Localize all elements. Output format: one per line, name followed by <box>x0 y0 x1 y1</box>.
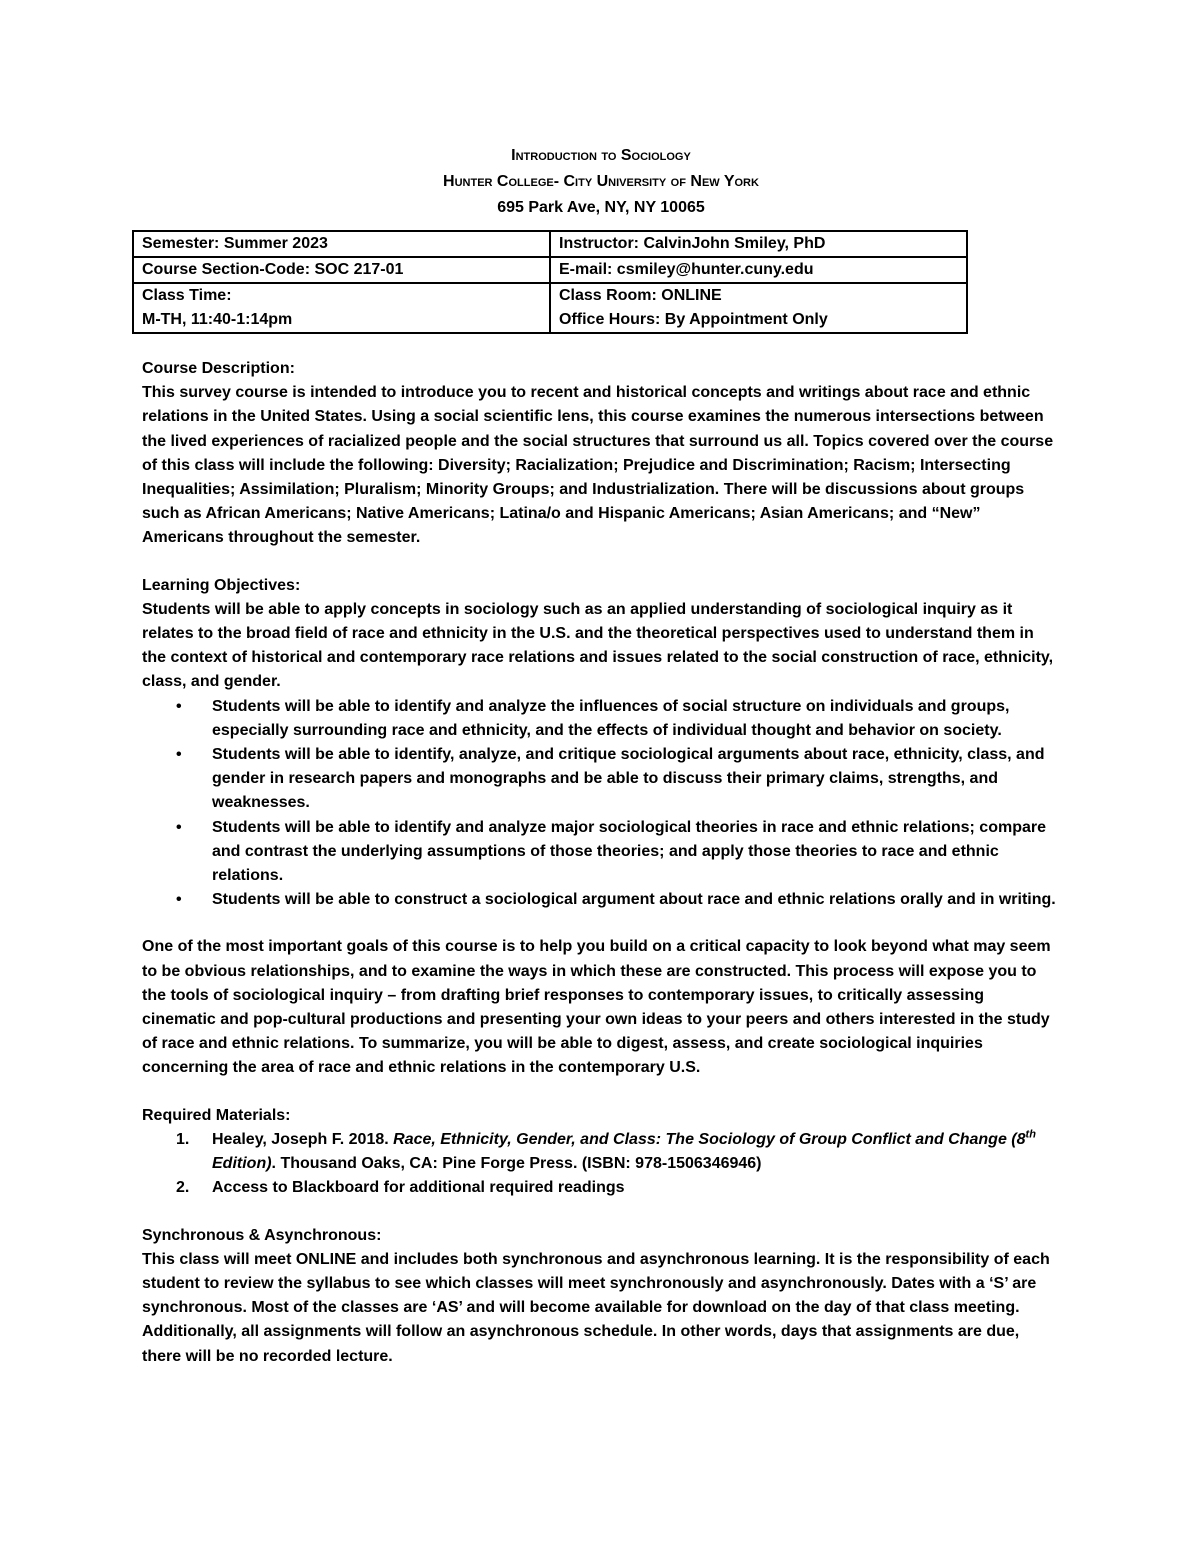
textbook-author: Healey, Joseph F. 2018. <box>212 1130 394 1148</box>
textbook-title: Race, Ethnicity, Gender, and Class: The Sociology of Group Conflict and Change (8 <box>393 1130 1026 1148</box>
table-row <box>133 257 967 283</box>
office-hours: Office Hours: By Appointment Only <box>559 311 828 328</box>
institution-name: Hunter College- City University of New York <box>443 173 759 190</box>
sync-async-body: This class will meet ONLINE and includes both synchronous and asynchronous learning. It is the responsibility of each student to review the syllabus to see which classes will meet synchronously and asynchronously. Dates with a ‘S’ are synchronous. Most of the classes are ‘AS’ and will become available for download on the day of that class meeting. Additionally, all assignments will follow an asynchronous schedule. In other words, days that assignments are due, there will be no recorded lecture. <box>142 1250 1050 1365</box>
class-room: Class Room: ONLINE <box>559 287 722 304</box>
course-description-section <box>142 357 1060 551</box>
required-materials-title: Required Materials: <box>142 1106 291 1124</box>
email-cell: E-mail: csmiley@hunter.cuny.edu <box>550 257 967 283</box>
list-item: • Students will be able to construct a sociological argument about race and ethnic relations orally and in writing. <box>142 888 1060 912</box>
bullet-icon: • <box>176 818 182 836</box>
textbook-title-end: Edition) <box>212 1155 272 1173</box>
list-item: • Students will be able to identify and analyze the influences of social structure on individuals and groups, especially surrounding race and ethnicity, and the effects of individual thought and behavior on society. <box>142 695 1060 743</box>
list-number: 2. <box>176 1179 190 1197</box>
classroom-cell <box>550 283 967 333</box>
instructor-cell: Instructor: CalvinJohn Smiley, PhD <box>550 231 967 257</box>
textbook-publisher: . Thousand Oaks, CA: Pine Forge Press. (ISBN: 978-1506346946) <box>271 1155 762 1173</box>
objectives-list <box>142 695 1060 913</box>
class-time-label: Class Time: <box>142 287 232 304</box>
edition-superscript: th <box>1025 1128 1036 1141</box>
class-time-value: M-TH, 11:40-1:14pm <box>142 311 293 328</box>
course-description-body: This survey course is intended to introduce you to recent and historical concepts and writings about race and ethnic relations in the United States. Using a social scientific lens, this course examines the numerous intersections between the lived experiences of racialized people and the social structures that surround us all. Topics covered over the course of this class will include the following: Diversity; Racialization; Prejudice and Discrimination; Racism; Intersecting Inequalities; Assimilation; Pluralism; Minority Groups; and Industrialization. There will be discussions about groups such as African Americans; Native Americans; Latina/o and Hispanic Americans; Asian Americans; and “New” Americans throughout the semester. <box>142 384 1054 547</box>
bullet-icon: • <box>176 697 182 715</box>
syllabus-page <box>142 143 1060 1369</box>
learning-objectives-title: Learning Objectives: <box>142 576 301 594</box>
materials-list <box>142 1128 1060 1201</box>
bullet-icon: • <box>176 891 182 909</box>
class-time-cell <box>133 283 550 333</box>
institution-address: 695 Park Ave, NY, NY 10065 <box>497 199 705 216</box>
course-description-title: Course Description: <box>142 360 295 377</box>
table-row <box>133 283 967 333</box>
list-item: • Students will be able to identify and analyze major sociological theories in race and ethnic relations; compare and contrast the underlying assumptions of those theories; and apply those theories to race and ethnic relations. <box>142 816 1060 889</box>
section-code-cell: Course Section-Code: SOC 217-01 <box>133 257 550 283</box>
learning-objectives-section <box>142 574 1060 913</box>
list-number: 1. <box>176 1130 190 1148</box>
course-title: Introduction to Sociology <box>511 147 691 164</box>
sync-async-section <box>142 1224 1060 1369</box>
course-info-table <box>132 230 968 334</box>
course-goals-paragraph: One of the most important goals of this course is to help you build on a critical capacity to look beyond what may seem to be obvious relationships, and to examine the ways in which these are constructed. This process will expose you to the tools of sociological inquiry – from drafting brief responses to contemporary issues, to critically assessing cinematic and pop-cultural productions and presenting your own ideas to your peers and others interested in the study of race and ethnic relations. To summarize, you will be able to digest, assess, and create sociological inquiries concerning the area of race and ethnic relations in the contemporary U.S. <box>142 938 1051 1077</box>
blackboard-access: Access to Blackboard for additional required readings <box>212 1179 625 1197</box>
list-item: • Students will be able to identify, analyze, and critique sociological arguments about race, ethnicity, class, and gender in research papers and monographs and be able to discuss their primary claims, strengths, and weaknesses. <box>142 743 1060 816</box>
list-item <box>142 1128 1060 1176</box>
document-header <box>142 143 1060 221</box>
semester-cell: Semester: Summer 2023 <box>133 231 550 257</box>
table-row <box>133 231 967 257</box>
bullet-icon: • <box>176 746 182 764</box>
list-item <box>142 1176 1060 1200</box>
required-materials-section <box>142 1104 1060 1201</box>
sync-async-title: Synchronous & Asynchronous: <box>142 1226 382 1244</box>
learning-objectives-intro: Students will be able to apply concepts in sociology such as an applied understanding of sociological inquiry as it relates to the broad field of race and ethnicity in the U.S. and the theoretical perspectives used to understand them in the context of historical and contemporary race relations and issues related to the social construction of race, ethnicity, class, and gender. <box>142 600 1054 691</box>
